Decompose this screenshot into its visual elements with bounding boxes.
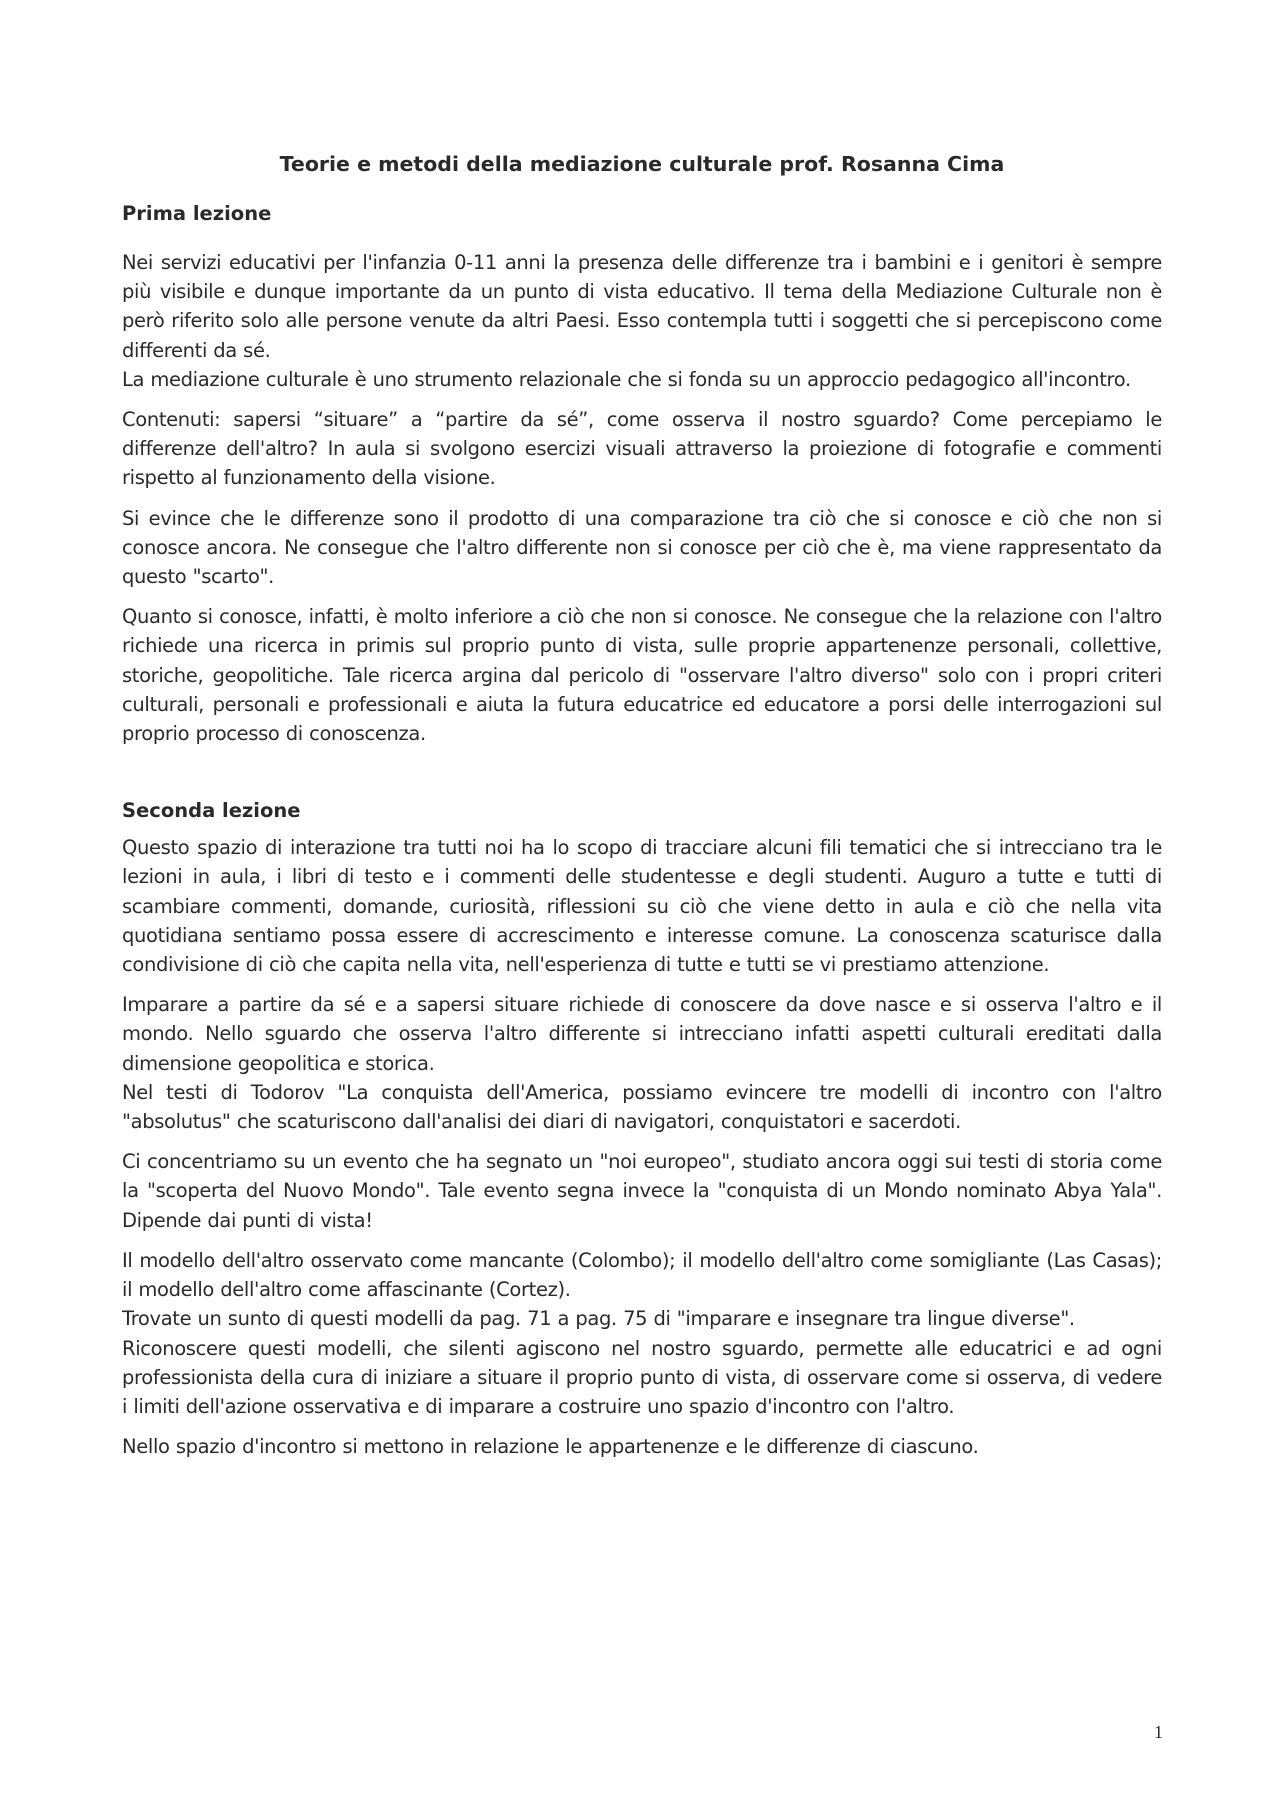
paragraph: Nello spazio d'incontro si mettono in relazione le appartenenze e le differenze di ciascuno. <box>122 1435 979 1459</box>
paragraph: Contenuti: sapersi “situare” a “partire da sé”, come osserva il nostro sguardo? Come percepiamo le differenze dell'altro? In aula si svolgono esercizi visuali attraverso la proiezione di fotografie e commenti rispetto al funzionamento della visione. <box>122 408 1162 490</box>
section-seconda-lezione <box>122 797 1162 1461</box>
section-spacer <box>122 759 1162 797</box>
paragraph: La mediazione culturale è uno strumento relazionale che si fonda su un approccio pedagogico all'incontro. <box>122 367 1131 391</box>
section-prima-lezione <box>122 200 1162 748</box>
paragraph: Questo spazio di interazione tra tutti noi ha lo scopo di tracciare alcuni fili tematici che si intrecciano tra le lezioni in aula, i libri di testo e i commenti delle studentesse e degli studenti. Auguro a tutte e tutti di scambiare commenti, domande, curiosità, riflessioni su ciò che viene detto in aula e ciò che nella vita quotidiana sentiamo possa essere di accrescimento e interesse comune. La conoscenza scaturisce dalla condivisione di ciò che capita nella vita, nell'esperienza di tutte e tutti se vi prestiamo attenzione. <box>122 836 1162 977</box>
page-number: 1 <box>1154 1722 1163 1742</box>
paragraph: Nel testi di Todorov "La conquista dell'America, possiamo evincere tre modelli di incontro con l'altro "absolutus" che scaturiscono dall'analisi dei diari di navigatori, conquistatori e sacerdoti. <box>122 1080 1162 1134</box>
paragraph: Imparare a partire da sé e a sapersi situare richiede di conoscere da dove nasce e si osserva l'altro e il mondo. Nello sguardo che osserva l'altro differente si intrecciano infatti aspetti culturali ereditati dalla dimensione geopolitica e storica. <box>122 993 1162 1075</box>
paragraph: Si evince che le differenze sono il prodotto di una comparazione tra ciò che si conosce e ciò che non si conosce ancora. Ne consegue che l'altro differente non si conosce per ciò che è, ma viene rappresentato da questo "scarto". <box>122 506 1162 589</box>
section-heading: Prima lezione <box>122 202 272 225</box>
paragraph: Ci concentriamo su un evento che ha segnato un "noi europeo", studiato ancora oggi sui testi di storia come la "scoperta del Nuovo Mondo". Tale evento segna invece la "conquista di un Mondo nominato Abya Yala". Dipende dai punti di vista! <box>122 1150 1162 1232</box>
paragraph: Il modello dell'altro osservato come mancante (Colombo); il modello dell'altro come somigliante (Las Casas); il modello dell'altro come affascinante (Cortez). <box>122 1248 1162 1302</box>
document-page <box>122 150 1162 1472</box>
paragraph: Nei servizi educativi per l'infanzia 0-11 anni la presenza delle differenze tra i bambini e i genitori è sempre più visibile e dunque importante da un punto di vista educativo. Il tema della Mediazione Culturale non è però riferito solo alle persone venute da altri Paesi. Esso contempla tutti i soggetti che si percepiscono come differenti da sé. <box>122 251 1162 362</box>
section-heading: Seconda lezione <box>122 799 301 823</box>
paragraph: Trovate un sunto di questi modelli da pag. 71 a pag. 75 di "imparare e insegnare tra lingue diverse". <box>122 1307 1075 1331</box>
document-title: Teorie e metodi della mediazione culturale prof. Rosanna Cima <box>279 152 1005 176</box>
paragraph: Riconoscere questi modelli, che silenti agiscono nel nostro sguardo, permette alle educatrici e ad ogni professionista della cura di iniziare a situare il proprio punto di vista, di osservare come si osserva, di vedere i limiti dell'azione osservativa e di imparare a costruire uno spazio d'incontro con l'altro. <box>122 1336 1162 1418</box>
paragraph: Quanto si conosce, infatti, è molto inferiore a ciò che non si conosce. Ne consegue che la relazione con l'altro richiede una ricerca in primis sul proprio punto di vista, sulle proprie appartenenze personali, collettive, storiche, geopolitiche. Tale ricerca argina dal pericolo di "osservare l'altro diverso" solo con i propri criteri culturali, personali e professionali e aiuta la futura educatrice ed educatore a porsi delle interrogazioni sul proprio processo di conoscenza. <box>122 605 1162 746</box>
